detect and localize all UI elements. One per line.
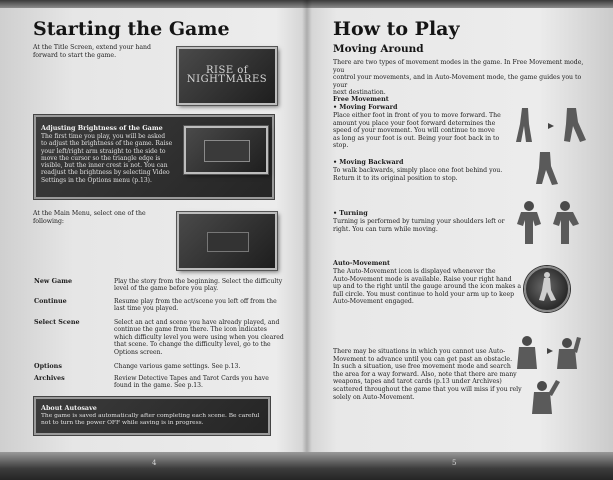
menu-item-name: Continue	[34, 297, 67, 305]
text-line: Settings in the Options menu (p.13).	[41, 176, 152, 184]
turning-text	[333, 218, 513, 233]
text-line: amount you place your foot forward determines the	[333, 119, 496, 127]
section-moving-around: Moving Around	[333, 43, 424, 55]
page-title-starting: Starting the Game	[33, 18, 230, 40]
shoulder-turn-icon	[515, 200, 581, 246]
text-line: scattered throughout the game that you will miss if you rely	[333, 385, 522, 393]
text-line: forward to start the game.	[33, 51, 117, 59]
moving-forward-text	[333, 112, 513, 150]
menu-item-name: Archives	[34, 374, 65, 382]
text-line: not to turn the power OFF while saving is in progress.	[41, 420, 204, 427]
text-line: stop.	[333, 142, 349, 150]
text-line: The game is saved automatically after completing each scene. Be careful	[41, 413, 260, 419]
text-line: There are two types of movement modes in the game. In Free Movement mode, you	[333, 59, 584, 74]
turning-heading: • Turning	[333, 209, 368, 217]
text-line: up and to the right until the gauge around the icon makes a	[333, 283, 522, 291]
auto-movement-text	[333, 268, 523, 306]
game-logo: RISE of NIGHTMARES	[186, 65, 268, 85]
text-line: as long as your foot is out. Being your foot back in to	[333, 134, 500, 142]
text-line: control your movements, and in Auto-Movement mode, the game guides you to your	[333, 74, 582, 89]
auto-movement-heading: Auto-Movement	[333, 259, 391, 267]
text-line: Auto-Movement engaged.	[333, 298, 414, 306]
text-line: following:	[33, 217, 65, 225]
text-line: To walk backwards, simply place one foot behind you.	[333, 167, 503, 174]
text-line: found in the game. See p.13.	[114, 382, 203, 390]
text-line: move the cursor so the triangle edge is	[41, 154, 161, 162]
text-line: to adjust the brightness of the game. Raise	[41, 140, 173, 148]
legs-forward-icon	[512, 106, 590, 144]
text-line: continue the game from there. The icon indicates	[114, 326, 267, 334]
moving-backward-heading: • Moving Backward	[333, 158, 404, 166]
raise-arm-icon	[515, 333, 583, 369]
text-line: Return it to its original position to stop.	[333, 174, 458, 182]
menu-item-name: New Game	[34, 277, 73, 285]
page-number-left: 4	[152, 459, 157, 467]
text-line: your left/right arm straight to the side to	[41, 147, 166, 155]
text-line: Play the story from the beginning. Select the difficulty	[114, 278, 283, 285]
legs-backward-icon	[532, 152, 562, 186]
text-line: last time you played.	[114, 305, 179, 313]
text-line: which difficulty level you were using when you cleared	[114, 333, 284, 341]
text-line: There may be situations in which you cannot use Auto-	[333, 348, 506, 355]
brightness-heading: Adjusting Brightness of the Game	[41, 124, 163, 132]
autosave-heading: About Autosave	[41, 404, 97, 412]
text-line: visible, but the inner crest is not. You can	[41, 162, 168, 170]
page-number-right: 5	[452, 459, 457, 467]
text-line: The Auto-Movement icon is displayed whenever the	[333, 268, 496, 275]
moving-forward-heading: • Moving Forward	[333, 103, 398, 111]
movement-intro	[333, 59, 593, 97]
page-title-how-to-play: How to Play	[333, 18, 460, 40]
raise-arm-back-icon	[528, 378, 564, 414]
text-line: Change various game settings. See p.13.	[114, 363, 241, 370]
text-line: Place either foot in front of you to move forward. The	[333, 112, 501, 119]
text-line: At the Title Screen, extend your hand	[33, 44, 151, 51]
text-line: next destination.	[333, 89, 386, 97]
text-line: full circle. You must continue to hold your arm up to keep	[333, 290, 515, 298]
text-line: weapons, tapes and tarot cards (p.13 under Archives)	[333, 378, 502, 386]
menu-item-name: Options	[34, 362, 62, 370]
text-line: In such a situation, use free movement mode and search	[333, 363, 511, 371]
text-line: solely on Auto-Movement.	[333, 393, 415, 401]
text-line: the area for a way forward. Also, note that there are many	[333, 370, 517, 378]
text-line: Turning is performed by turning your shoulders left or	[333, 218, 505, 225]
text-line: readjust the brightness by selecting Video	[41, 169, 170, 177]
text-line: speed of your movement. You will continue to move	[333, 127, 495, 135]
text-line: The first time you play, you will be asked	[41, 133, 166, 140]
auto-movement-icon	[524, 266, 570, 312]
text-line: Resume play from the act/scene you left off from the	[114, 298, 277, 305]
text-line: Movement to advance until you can get past an obstacle.	[333, 355, 513, 363]
moving-backward-text	[333, 167, 513, 182]
text-line: Review Detective Tapes and Tarot Cards you have	[114, 375, 269, 382]
free-movement-heading: Free Movement	[333, 95, 389, 103]
text-line: Auto-Movement mode is available. Raise your right hand	[333, 275, 512, 283]
text-line: Options screen.	[114, 348, 163, 356]
text-line: Select an act and scene you have already played, and	[114, 319, 280, 326]
menu-item-name: Select Scene	[34, 318, 80, 326]
text-line: level of the game before you play.	[114, 285, 219, 293]
bottom-border	[0, 452, 613, 480]
situations-text	[333, 348, 523, 401]
text-line: right. You can turn while moving.	[333, 225, 438, 233]
walking-figure-icon	[526, 268, 568, 310]
text-line: that scene. To change the difficulty level, go to the	[114, 341, 271, 349]
text-line: At the Main Menu, select one of the	[33, 210, 146, 217]
